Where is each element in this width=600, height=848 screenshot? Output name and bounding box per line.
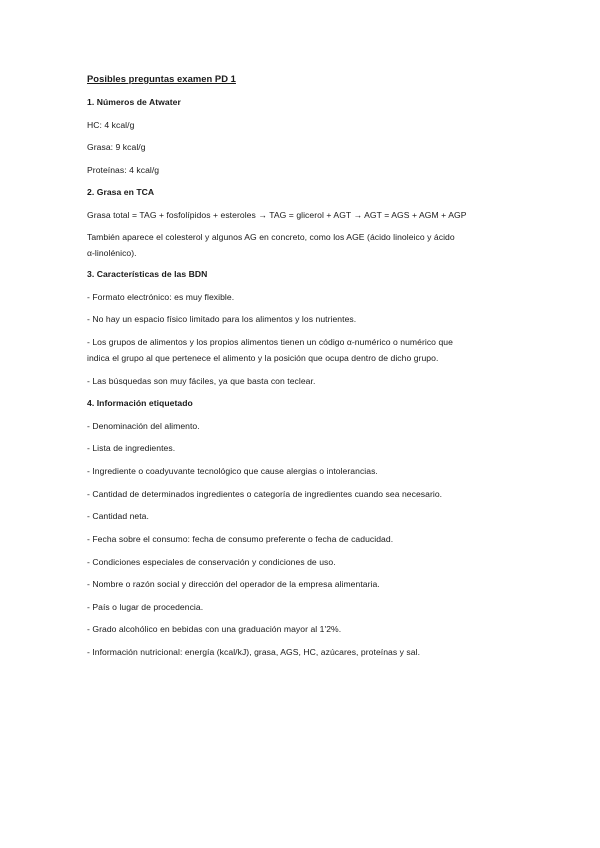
list-item: - Nombre o razón social y dirección del operador de la empresa alimentaria. xyxy=(87,579,380,589)
list-item: - Grado alcohólico en bebidas con una graduación mayor al 1'2%. xyxy=(87,624,342,634)
document-title: Posibles preguntas examen PD 1 xyxy=(87,73,236,84)
text-line: HC: 4 kcal/g xyxy=(87,120,135,130)
list-item: - Denominación del alimento. xyxy=(87,421,200,431)
text-line: - No hay un espacio físico limitado para los alimentos y los nutrientes. xyxy=(87,314,357,324)
list-item: - Ingrediente o coadyuvante tecnológico que cause alergias o intolerancias. xyxy=(87,466,378,476)
section-heading: 4. Información etiquetado xyxy=(87,398,193,408)
list-item: - Cantidad neta. xyxy=(87,511,149,521)
text-line: También aparece el colesterol y algunos AG en concreto, como los AGE (ácido linoleico y ácido xyxy=(87,232,455,242)
text-line: - Los grupos de alimentos y los propios alimentos tienen un código α-numérico o numérico que xyxy=(87,337,453,347)
list-item: - Fecha sobre el consumo: fecha de consumo preferente o fecha de caducidad. xyxy=(87,534,394,544)
text-line: Grasa total = TAG + fosfolípidos + esteroles → TAG = glicerol + AGT → AGT = AGS + AGM + AGP xyxy=(87,210,467,220)
list-item: - Lista de ingredientes. xyxy=(87,443,176,453)
text-line: α-linolénico). xyxy=(87,248,137,258)
text-line: Proteínas: 4 kcal/g xyxy=(87,165,160,175)
list-item: - Condiciones especiales de conservación y condiciones de uso. xyxy=(87,557,336,567)
text-line: - Las búsquedas son muy fáciles, ya que basta con teclear. xyxy=(87,376,316,386)
text-line: indica el grupo al que pertenece el alimento y la posición que ocupa dentro de dicho grupo. xyxy=(87,353,439,363)
list-item: - Cantidad de determinados ingredientes o categoría de ingredientes cuando sea necesario. xyxy=(87,489,443,499)
list-item: - País o lugar de procedencia. xyxy=(87,602,204,612)
text-line: Grasa: 9 kcal/g xyxy=(87,142,146,152)
text-line: - Formato electrónico: es muy flexible. xyxy=(87,292,235,302)
list-item: - Información nutricional: energía (kcal/kJ), grasa, AGS, HC, azúcares, proteínas y sal. xyxy=(87,647,421,657)
section-heading: 2. Grasa en TCA xyxy=(87,187,155,197)
section-heading: 1. Números de Atwater xyxy=(87,97,181,107)
section-heading: 3. Características de las BDN xyxy=(87,269,208,279)
